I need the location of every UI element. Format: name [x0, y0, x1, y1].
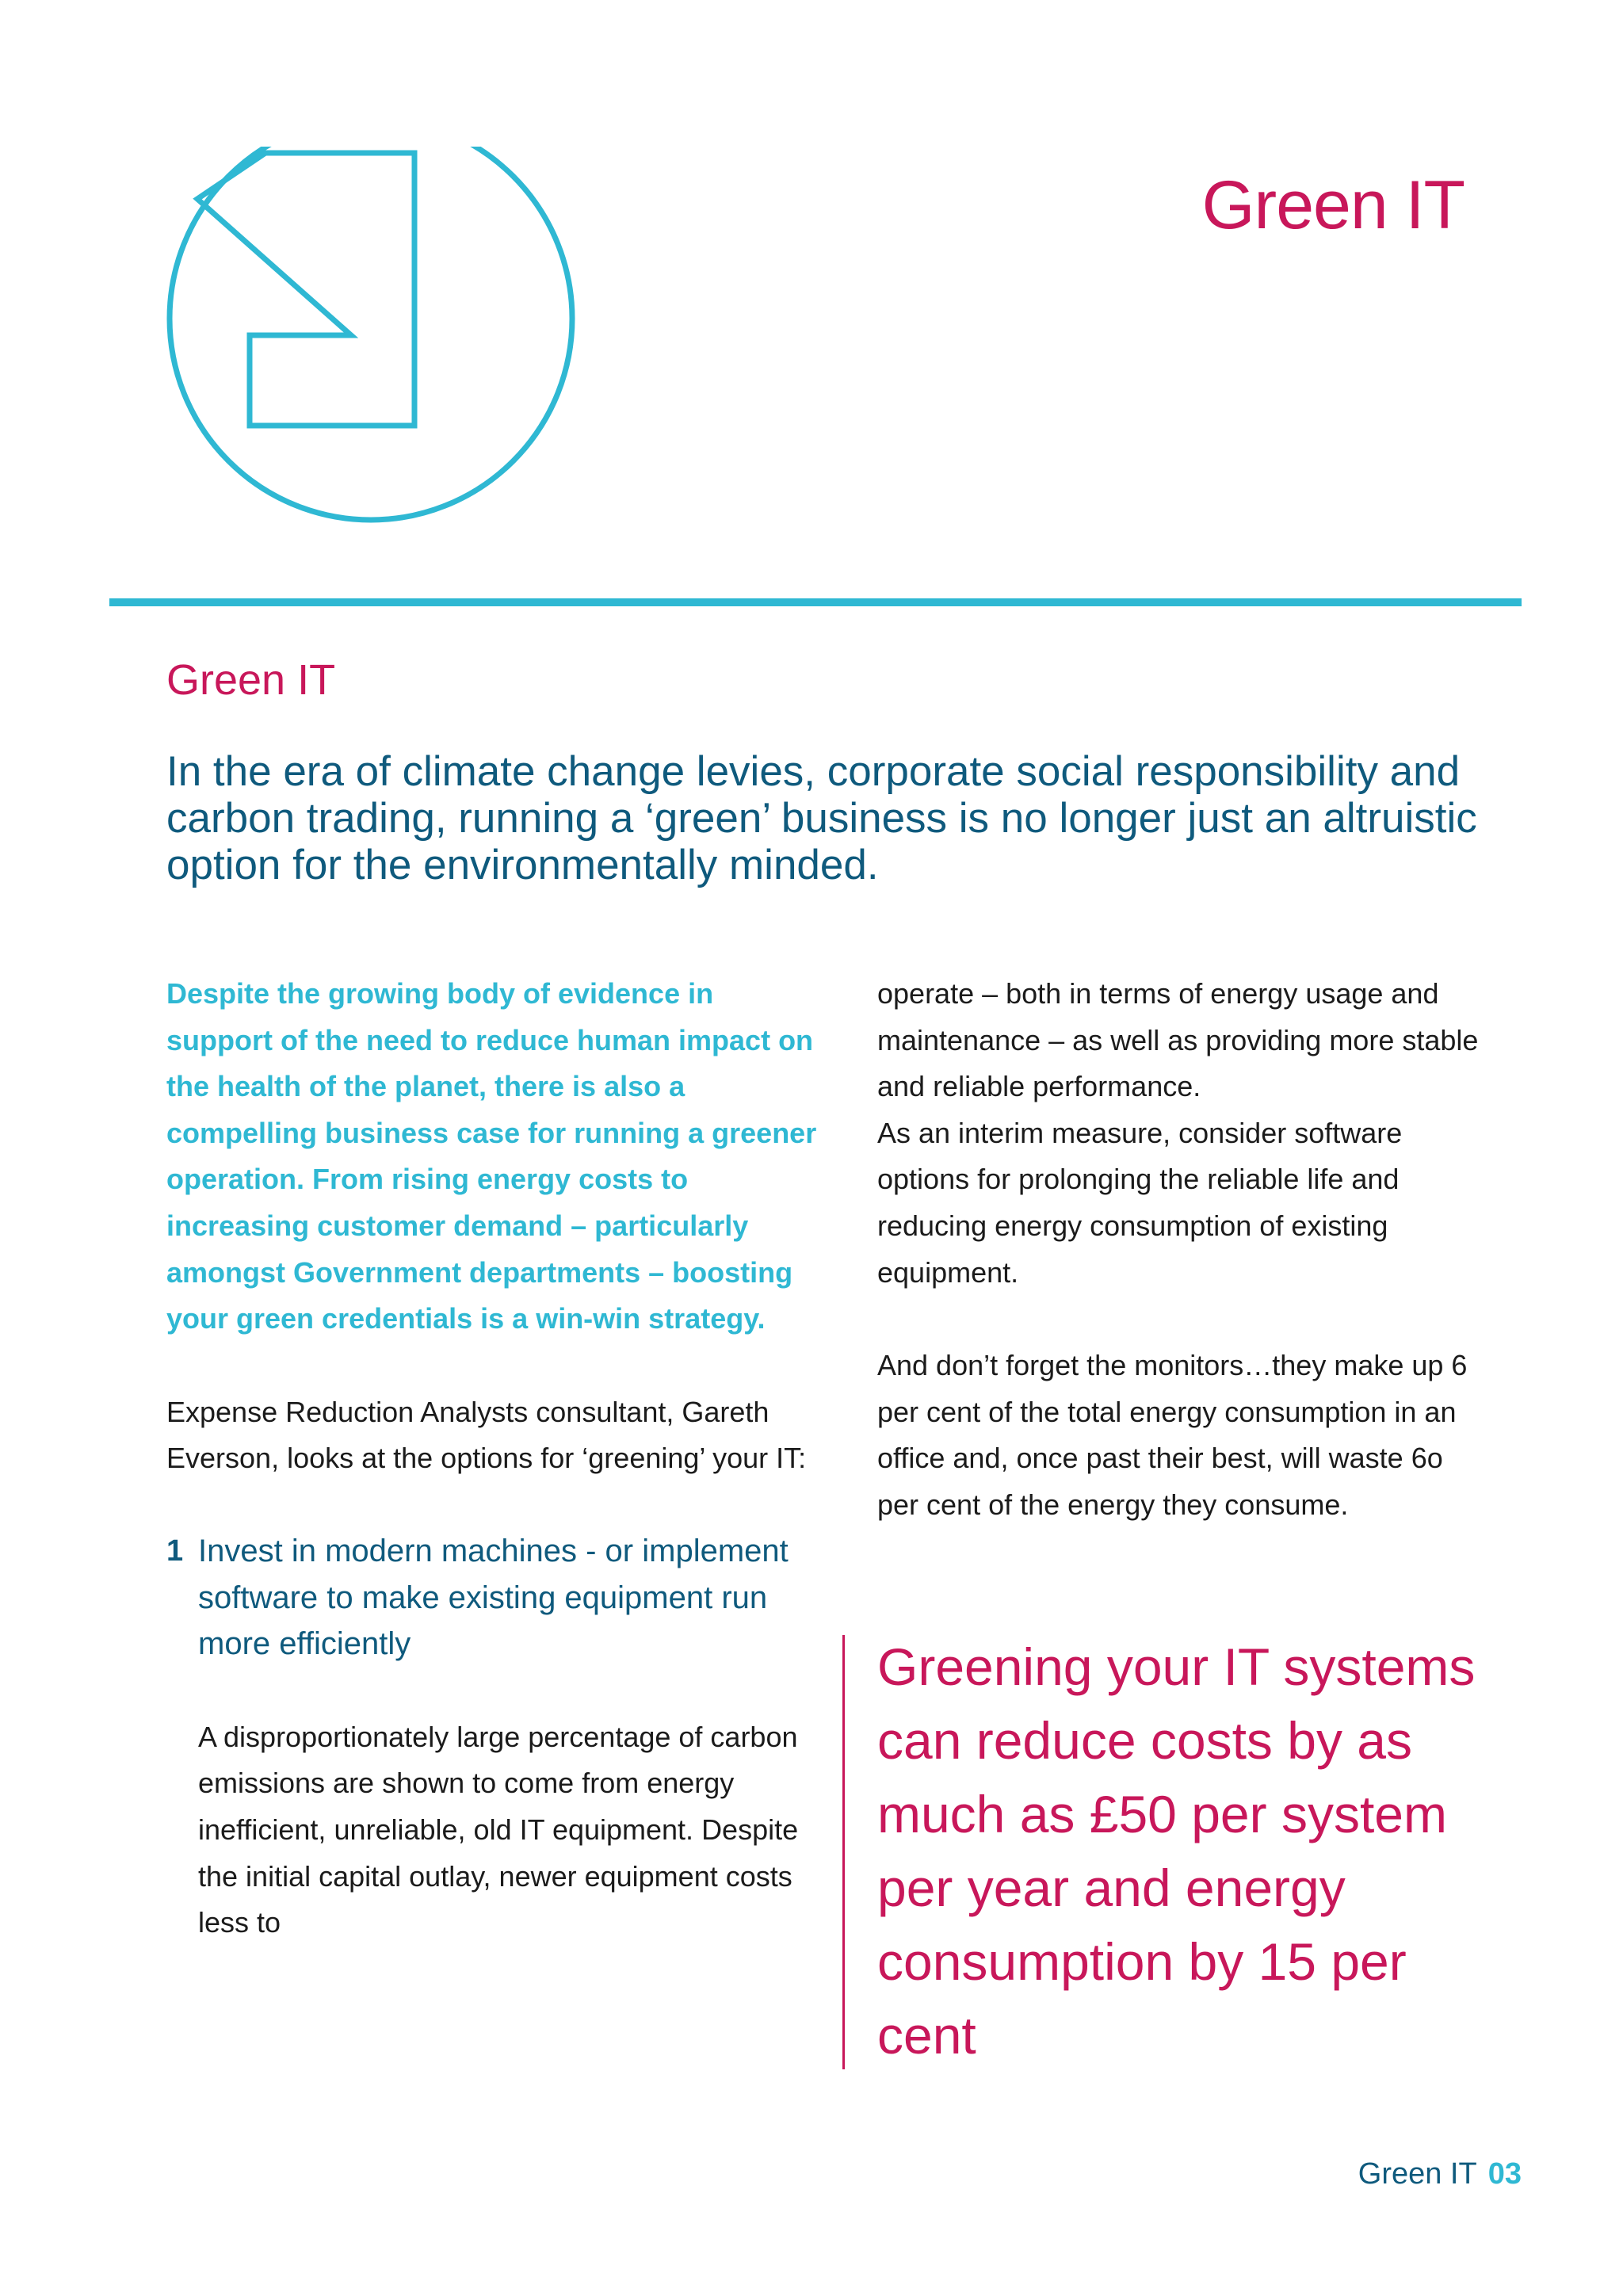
- right-column: [877, 971, 1480, 1529]
- left-column: [166, 971, 824, 1946]
- list-item: [166, 1528, 824, 1946]
- pull-quote-bar: [842, 1635, 845, 2069]
- body-paragraph: operate – both in terms of energy usage and maintenance – as well as providing more stable and reliable performance.: [877, 977, 1479, 1103]
- list-item-body: A disproportionately large percentage of carbon emissions are shown to come from energy inefficient, unreliable, old IT equipment. Despite the initial capital outlay, newer equipment costs less to: [198, 1720, 799, 1939]
- section-title: Green IT: [166, 656, 336, 704]
- list-item-number: 1: [166, 1534, 184, 1568]
- page-footer: [1358, 2157, 1522, 2191]
- body-paragraph: As an interim measure, consider software options for prolonging the reliable life and reducing energy consumption of existing equipment.: [877, 1116, 1403, 1289]
- lead-paragraph: Despite the growing body of evidence in support of the need to reduce human impact on the health of the planet, there is also a compelling business case for running a greener operation. From rising energy costs to increasing customer demand – particularly amongst Government departments – boosting your green credentials is a win-win strategy.: [166, 977, 817, 1335]
- byline-paragraph: Expense Reduction Analysts consultant, Gareth Everson, looks at the options for ‘greening’ your IT:: [166, 1395, 807, 1475]
- arrow-down-right-circle-icon: [162, 147, 586, 527]
- page-header-title: Green IT: [1201, 167, 1465, 243]
- footer-label: Green IT: [1358, 2157, 1477, 2191]
- list-item-heading: Invest in modern machines - or implement software to make existing equipment run more efficiently: [198, 1533, 789, 1662]
- page-number: 03: [1487, 2157, 1522, 2191]
- body-paragraph: And don’t forget the monitors…they make up 6 per cent of the total energy consumption in an office and, once past their best, will waste 6o per cent of the energy they consume.: [877, 1349, 1468, 1521]
- header-divider: [109, 598, 1522, 606]
- intro-paragraph: In the era of climate change levies, corporate social responsibility and carbon trading, running a ‘green’ business is no longer just an altruistic option for the environmentally minded.: [166, 748, 1477, 888]
- pull-quote: Greening your IT systems can reduce costs by as much as £50 per system per year and energy consumption by 15 per cent: [877, 1637, 1476, 2065]
